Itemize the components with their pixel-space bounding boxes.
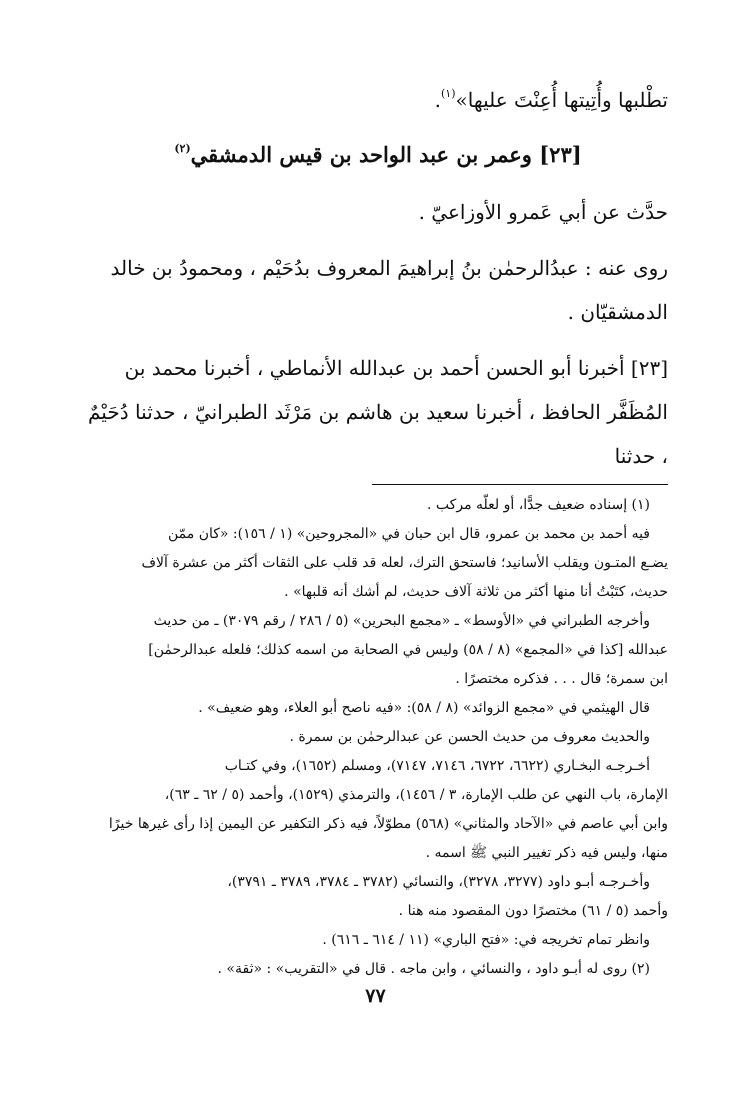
main-text xyxy=(88,78,668,478)
footnote-line: حديث، كتَبْتُ أنا منها أكثر من ثلاثة آلاف حديث، لم أشك أنه قلبها» . xyxy=(284,584,668,600)
footnote-line: وأحمد (٥ / ٦١) مختصرًا دون المقصود منه هنا . xyxy=(398,903,668,919)
footnote-line: قال الهيثمي في «مجمع الزوائد» (٨ / ٥٨): «فيه ناصح أبو العلاء، وهو ضعيف» . xyxy=(198,700,650,716)
footnote-line: فيه أحمد بن محمد بن عمرو، قال ابن حبان في «المجروحين» (١ / ١٥٦): «كان ممّن xyxy=(168,526,650,542)
footnote-line: أخـرجـه البخـاري (٦٦٢٢، ٦٧٢٢، ٧١٤٦، ٧١٤٧)، ومسلم (١٦٥٢)، وفي كتـاب xyxy=(224,758,650,774)
footnote-line: عبدالله [كذا في «المجمع» (٨ / ٥٨) وليس في الصحابة من اسمه كذلك؛ فلعله عبدالرحمٰن] xyxy=(148,642,668,658)
footnote-line: وأخـرجـه أبـو داود (٣٢٧٧، ٣٢٧٨)، والنسائي (٣٧٨٢ ـ ٣٧٨٤، ٣٧٨٩ ـ ٣٧٩١)، xyxy=(227,874,650,890)
hadith-line-1: [٢٣] أخبرنا أبو الحسن أحمد بن عبدالله الأنماطي ، أخبرنا محمد بن xyxy=(124,356,668,380)
footnote-line: منها، وليس فيه ذكر تغيير النبي ﷺ اسمه . xyxy=(425,845,668,861)
footnote-line: وأخرجه الطبراني في «الأوسط» ـ «مجمع البحرين» (٥ / ٢٨٦ / رقم ٣٠٧٩) ـ من حديث xyxy=(153,613,650,629)
footnote-divider xyxy=(372,484,668,485)
footnote-line: وابن أبي عاصم في «الآحاد والمثاني» (٥٦٨) مطوّلاً، فيه ذكر التكفير عن اليمين إذا رأى غيرها خيرًا xyxy=(108,816,668,832)
footnote-line: الإمارة، باب النهي عن طلب الإمارة، ٣ / ١٤٥٦)، والترمذي (١٥٢٩)، وأحمد (٥ / ٦٢ ـ ٦٣)، xyxy=(164,787,668,803)
narrated-from: حدَّث عن أبي عَمرو الأوزاعيّ . xyxy=(418,200,668,224)
entry-heading-text: [٢٣] وعمر بن عبد الواحد بن قيس الدمشقي xyxy=(190,142,582,167)
narrators-line-1: روى عنه : عبدُالرحمٰن بنُ إبراهيمَ المعروف بدُحَيْم ، ومحمودُ بن خالد xyxy=(110,256,668,280)
hadith-line-2: المُظَفَّر الحافظ ، أخبرنا سعيد بن هاشم بن مَرْثَد الطبرانيّ ، حدثنا دُحَيْمٌ ، حدثنا xyxy=(88,400,668,468)
footnote-2: (٢) روى له أبـو داود ، والنسائي ، وابن ماجه . قال في «التقريب» : «ثقة» . xyxy=(217,961,650,977)
footnote-line: ابن سمرة؛ قال . . . فذكره مختصرًا . xyxy=(455,671,668,687)
footnote-line: والحديث معروف من حديث الحسن عن عبدالرحمٰن بن سمرة . xyxy=(289,729,650,745)
footnote-line: وانظر تمام تخريجه في: «فتح الباري» (١١ / ٦١٤ ـ ٦١٦) . xyxy=(322,932,650,948)
footnote-ref-2: (٢) xyxy=(174,142,191,155)
text-continuation xyxy=(88,78,668,122)
footnote-ref-1: (١) xyxy=(441,87,456,101)
footnote-line: يضـع المتـون ويقلب الأسانيد؛ فاستحق الترك، لعله قد قلب على الثقات أكثر من عشرة آلاف xyxy=(141,555,668,571)
page-content xyxy=(88,78,668,984)
narrators-line-2: الدمشقيّان . xyxy=(567,300,668,324)
entry-heading xyxy=(88,130,668,180)
footnotes xyxy=(88,491,668,984)
continuation-end: . xyxy=(434,88,441,112)
footnote-1-intro: (١) إسناده ضعيف جدًّا، أو لعلّه مركب . xyxy=(427,497,650,513)
continuation-text: تطْلبها وأُتِيتها أُعِنْتَ عليها» xyxy=(455,88,668,112)
page-number: ٧٧ xyxy=(365,985,386,1007)
